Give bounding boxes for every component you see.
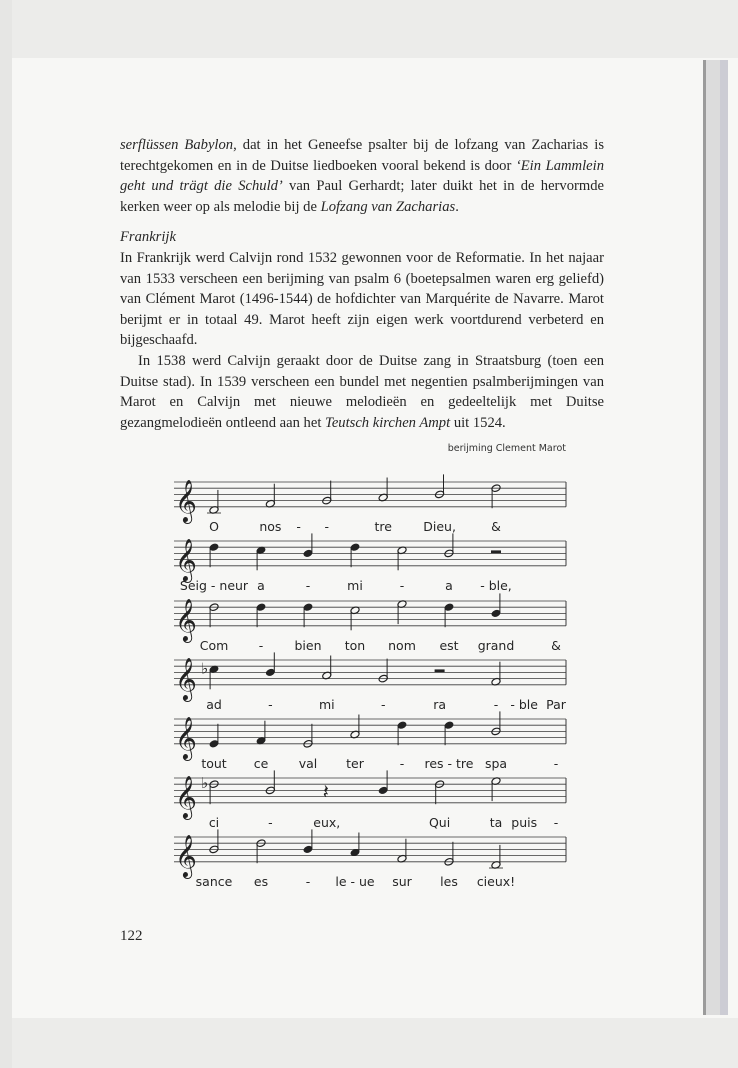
score-credit: berijming Clement Marot: [447, 443, 566, 454]
treble-clef: 𝄞: [175, 715, 197, 759]
treble-clef: 𝄞: [175, 774, 197, 818]
lyric-syllable: res - tre: [424, 755, 474, 771]
paragraph-2: In Frankrijk werd Calvijn rond 1532 gewonnen voor de Reformatie. In het najaar van 1533 verscheen een berijming van psalm 6 (boetepsalmen waren erg geliefd) van Clément Marot (1496-1544) de hofdichter van Marquérite de Navarre. Marot berijmt er in totaal 49. Marot heeft zijn eigen werk voortdurend verbeterd en bijgeschaafd.: [120, 249, 604, 349]
treble-clef: 𝄞: [175, 656, 197, 700]
lyric-syllable: Dieu,: [423, 518, 456, 534]
lyric-syllable: tout: [201, 755, 227, 771]
lyric-syllable: a: [257, 577, 265, 593]
lyric-syllable: les: [440, 873, 458, 889]
lyric-syllable: Par: [546, 696, 566, 712]
treble-clef: 𝄞: [175, 597, 197, 641]
lyric-syllable: &: [491, 518, 501, 534]
text-run: , dat in het Geneefse psalter bij de lofzang van Zacharias is terechtgekomen en in de Duitse liedboeken vooral bekend is door: [120, 137, 604, 174]
lyric-syllable: grand: [477, 637, 515, 653]
lyric-syllable: O: [209, 518, 219, 534]
lyric-syllable: sur: [392, 873, 412, 889]
lyric-syllable: -: [324, 518, 330, 534]
flat-sign: ♭: [201, 659, 209, 678]
lyric-syllable: nom: [388, 637, 416, 653]
lyric-syllable: ra: [433, 696, 447, 712]
lyric-syllable: - ble,: [480, 577, 512, 593]
text-run: van Paul Gerhardt; later duikt het in de hervormde kerken weer op als melodie bij de: [120, 178, 604, 215]
text-run: uit 1524.: [450, 414, 506, 431]
lyric-syllable: -: [553, 755, 559, 771]
lyric-syllable: mi: [318, 696, 335, 712]
treble-clef: 𝄞: [175, 537, 197, 581]
lyric-syllable: bien: [294, 637, 322, 653]
treble-clef: 𝄞: [175, 478, 197, 522]
lyric-syllable: tre: [374, 518, 392, 534]
lyric-syllable: Qui: [428, 814, 451, 830]
lyric-syllable: -: [305, 873, 311, 889]
lyric-syllable: spa: [484, 755, 508, 771]
flat-sign: ♭: [201, 774, 209, 793]
lyric-syllable: -: [553, 814, 559, 830]
half-rest: [491, 550, 501, 553]
lyric-syllable: a: [445, 577, 453, 593]
lyric-syllable: ci: [208, 814, 220, 830]
lyric-syllable: - ble: [510, 696, 538, 712]
italic-title: Lofzang van Zacharias: [320, 198, 456, 215]
lyric-syllable: -: [296, 518, 301, 534]
lyric-syllable: ce: [253, 755, 269, 771]
lyric-syllable: -: [399, 577, 405, 593]
lyric-syllable: mi: [347, 577, 363, 593]
italic-title: ‘Ein Lammlein geht und trägt die Schuld’: [120, 157, 604, 195]
lyric-syllable: ta: [489, 814, 503, 830]
treble-clef: 𝄞: [175, 833, 197, 877]
page-number: 122: [120, 928, 143, 944]
lyric-syllable: val: [298, 755, 318, 771]
quarter-rest: 𝄽: [322, 779, 329, 804]
lyric-syllable: Seig - neur: [179, 577, 249, 593]
text-run: In 1538 werd Calvijn geraakt door de Duitse zang in Straatsburg (toen een Duitse stad). In 1539 verscheen een bundel met negentien psalmberijmingen van Marot en Calvijn met nieuwe melodieën en gedeeltelijk met Duitse gezangmelodieën ontleend aan het: [120, 352, 604, 431]
lyric-syllable: ad: [206, 696, 222, 712]
lyric-syllable: -: [268, 814, 273, 830]
lyric-syllable: puis: [511, 814, 538, 830]
lyric-syllable: ton: [344, 637, 366, 653]
text-run: .: [455, 198, 459, 215]
lyric-syllable: &: [551, 637, 561, 653]
lyric-syllable: sance: [195, 873, 233, 889]
lyric-syllable: -: [268, 696, 273, 712]
half-rest: [435, 669, 445, 672]
lyric-syllable: -: [399, 755, 405, 771]
lyric-syllable: le - ue: [335, 873, 375, 889]
lyric-syllable: es: [253, 873, 269, 889]
italic-title: serflüssen Babylon: [120, 137, 234, 153]
section-heading: Frankrijk: [120, 229, 176, 246]
lyric-syllable: est: [439, 637, 459, 653]
lyric-syllable: -: [305, 577, 311, 593]
lyric-syllable: eux,: [313, 814, 341, 830]
lyric-syllable: nos: [259, 518, 282, 534]
italic-title: Teutsch kirchen Ampt: [325, 414, 451, 431]
lyric-syllable: ter: [346, 755, 364, 771]
lyric-syllable: -: [493, 696, 499, 712]
lyric-syllable: -: [380, 696, 386, 712]
lyric-syllable: -: [258, 637, 264, 653]
lyric-syllable: cieux!: [476, 873, 516, 889]
lyric-syllable: Com: [199, 637, 229, 653]
